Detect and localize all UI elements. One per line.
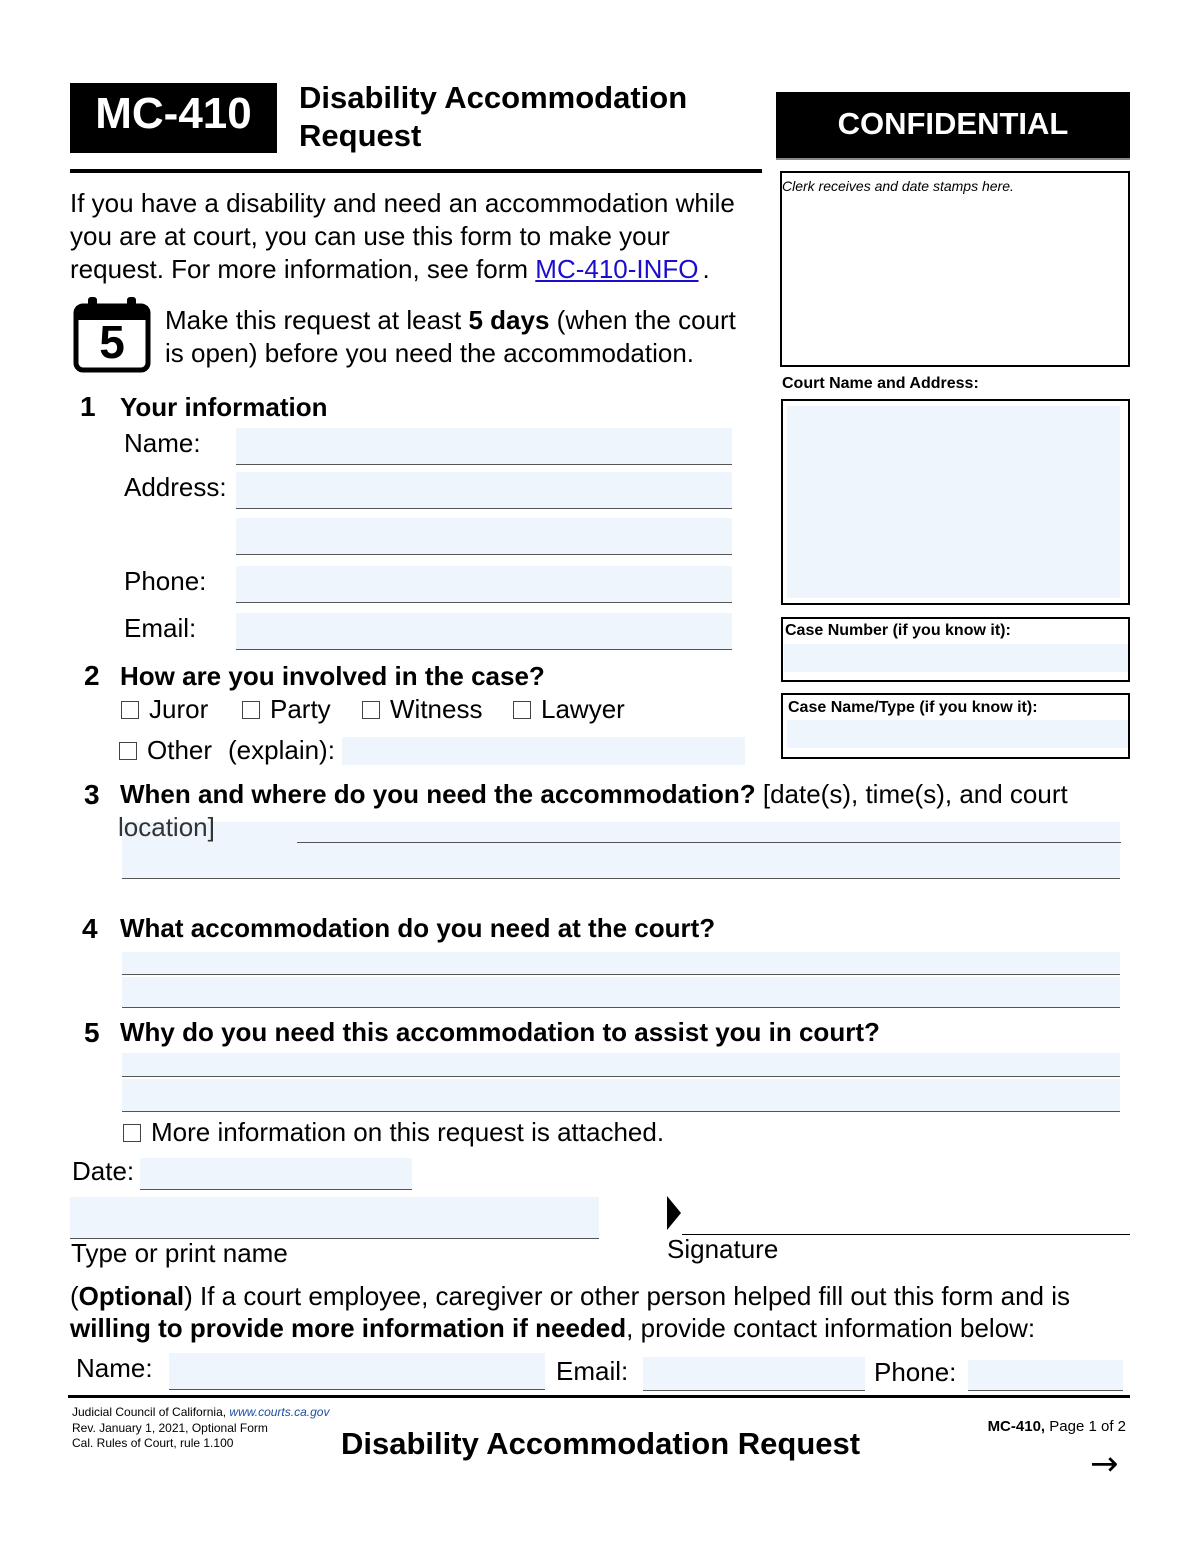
case-name-field[interactable] (787, 720, 1128, 748)
juror-label: Juror (149, 694, 209, 724)
optional-line2-bold: willing to provide more information if needed (70, 1313, 627, 1343)
helper-email-label: Email: (556, 1356, 629, 1386)
date-label: Date: (72, 1156, 135, 1186)
section5-title: Why do you need this accommodation to assist you in court? (120, 1017, 880, 1047)
deadline-prefix: Make this request at least (165, 305, 469, 335)
section1-number: 1 (80, 391, 96, 422)
attached-checkbox[interactable] (123, 1124, 141, 1142)
footer-title: Disability Accommodation Request (341, 1426, 861, 1461)
footer-page: Page 1 of 2 (1045, 1418, 1126, 1435)
confidential-label: CONFIDENTIAL (837, 106, 1069, 141)
lawyer-checkbox[interactable] (513, 701, 531, 719)
section2-number: 2 (84, 660, 100, 691)
section3-title-line2: location] (118, 812, 215, 842)
case-number-field[interactable] (784, 644, 1128, 672)
section3-field-bg[interactable] (122, 822, 1120, 879)
calendar-number: 5 (99, 316, 125, 368)
deadline-line2: is open) before you need the accommodation. (165, 338, 695, 368)
deadline-days: 5 days (468, 305, 550, 335)
reason-field-line1[interactable] (122, 1053, 1120, 1077)
court-name-address-field[interactable] (787, 406, 1120, 598)
party-label: Party (270, 694, 331, 724)
phone-field[interactable] (236, 566, 732, 603)
print-name-label: Type or print name (71, 1238, 288, 1268)
accommodation-field-line2[interactable] (122, 977, 1120, 1008)
lawyer-label: Lawyer (541, 694, 625, 724)
footer-council (72, 1405, 329, 1419)
juror-checkbox[interactable] (121, 701, 139, 719)
intro-line3 (70, 254, 710, 285)
optional-line2-rest: , provide contact information below: (626, 1313, 1036, 1343)
signature-label: Signature (667, 1234, 779, 1264)
address-field-line2[interactable] (236, 518, 732, 555)
deadline-suffix: (when the court (549, 305, 736, 335)
optional-line2 (70, 1313, 1035, 1344)
case-number-label: Case Number (if you know it): (785, 622, 1011, 639)
form-number: MC-410 (95, 89, 252, 138)
helper-email-field[interactable] (643, 1357, 865, 1391)
intro-line2: you are at court, you can use this form to make your (70, 221, 670, 251)
footer-rev: Rev. January 1, 2021, Optional Form (72, 1421, 268, 1435)
footer-form-number: MC-410, (987, 1418, 1046, 1435)
section4-number: 4 (82, 913, 98, 944)
helper-name-field[interactable] (169, 1353, 545, 1390)
optional-line1 (70, 1281, 1070, 1312)
witness-checkbox[interactable] (362, 701, 380, 719)
name-field[interactable] (236, 428, 732, 465)
party-checkbox[interactable] (242, 701, 260, 719)
case-name-label: Case Name/Type (if you know it): (788, 699, 1038, 716)
footer-council-prefix: Judicial Council of California, (72, 1405, 230, 1419)
optional-bold: Optional (78, 1281, 185, 1311)
court-name-label: Court Name and Address: (782, 375, 979, 392)
signature-arrow-icon (667, 1196, 681, 1230)
deadline-line1 (165, 305, 736, 336)
accommodation-field-line1[interactable] (122, 952, 1120, 975)
form-title-line1: Disability Accommodation (299, 80, 688, 115)
other-checkbox[interactable] (119, 742, 137, 760)
address-field-line1[interactable] (236, 472, 732, 509)
clerk-stamp-label: Clerk receives and date stamps here. (782, 178, 1014, 194)
intro-line1: If you have a disability and need an accommodation while (70, 188, 735, 218)
footer-rule-ref: Cal. Rules of Court, rule 1.100 (72, 1436, 234, 1450)
section3-title-bold: When and where do you need the accommodation? (120, 779, 756, 809)
info-form-link[interactable]: MC-410-INFO (535, 254, 699, 284)
helper-name-label: Name: (76, 1353, 153, 1383)
section3-title (120, 779, 1068, 810)
section3-number: 3 (84, 779, 100, 810)
section5-number: 5 (84, 1017, 100, 1048)
date-field[interactable] (140, 1158, 412, 1190)
section3-rule-2 (122, 878, 1120, 879)
section3-title-rest: [date(s), time(s), and court (755, 779, 1068, 809)
helper-phone-label: Phone: (874, 1357, 957, 1387)
footer-council-url[interactable]: www.courts.ca.gov (229, 1405, 330, 1419)
next-page-arrow-icon[interactable]: → (1090, 1444, 1119, 1484)
clerk-stamp-box (780, 171, 1130, 367)
email-field[interactable] (236, 613, 732, 650)
helper-phone-field[interactable] (968, 1360, 1123, 1391)
footer-rule (68, 1395, 1130, 1398)
section4-title: What accommodation do you need at the court? (120, 913, 716, 943)
other-label: Other (147, 735, 213, 765)
section1-title: Your information (120, 392, 328, 422)
header-rule (70, 169, 762, 173)
address-label: Address: (124, 472, 227, 502)
intro-line3-prefix: request. For more information, see form (70, 254, 536, 284)
optional-line1-rest: ) If a court employee, caregiver or other person helped fill out this form and is (184, 1281, 1070, 1311)
print-name-field[interactable] (70, 1197, 599, 1239)
attached-label: More information on this request is attached. (151, 1117, 665, 1147)
section2-title: How are you involved in the case? (120, 661, 545, 691)
footer-page-info (900, 1418, 1126, 1435)
explain-label: (explain): (228, 735, 335, 765)
email-label: Email: (124, 613, 197, 643)
form-title-line2: Request (299, 118, 422, 153)
other-explain-field[interactable] (342, 737, 745, 765)
optional-paren: ( (70, 1281, 79, 1311)
witness-label: Witness (390, 694, 483, 724)
phone-label: Phone: (124, 566, 207, 596)
intro-line3-suffix: . (702, 254, 710, 284)
section3-rule-1 (297, 842, 1121, 843)
name-label: Name: (124, 428, 201, 458)
reason-field-line2[interactable] (122, 1079, 1120, 1112)
